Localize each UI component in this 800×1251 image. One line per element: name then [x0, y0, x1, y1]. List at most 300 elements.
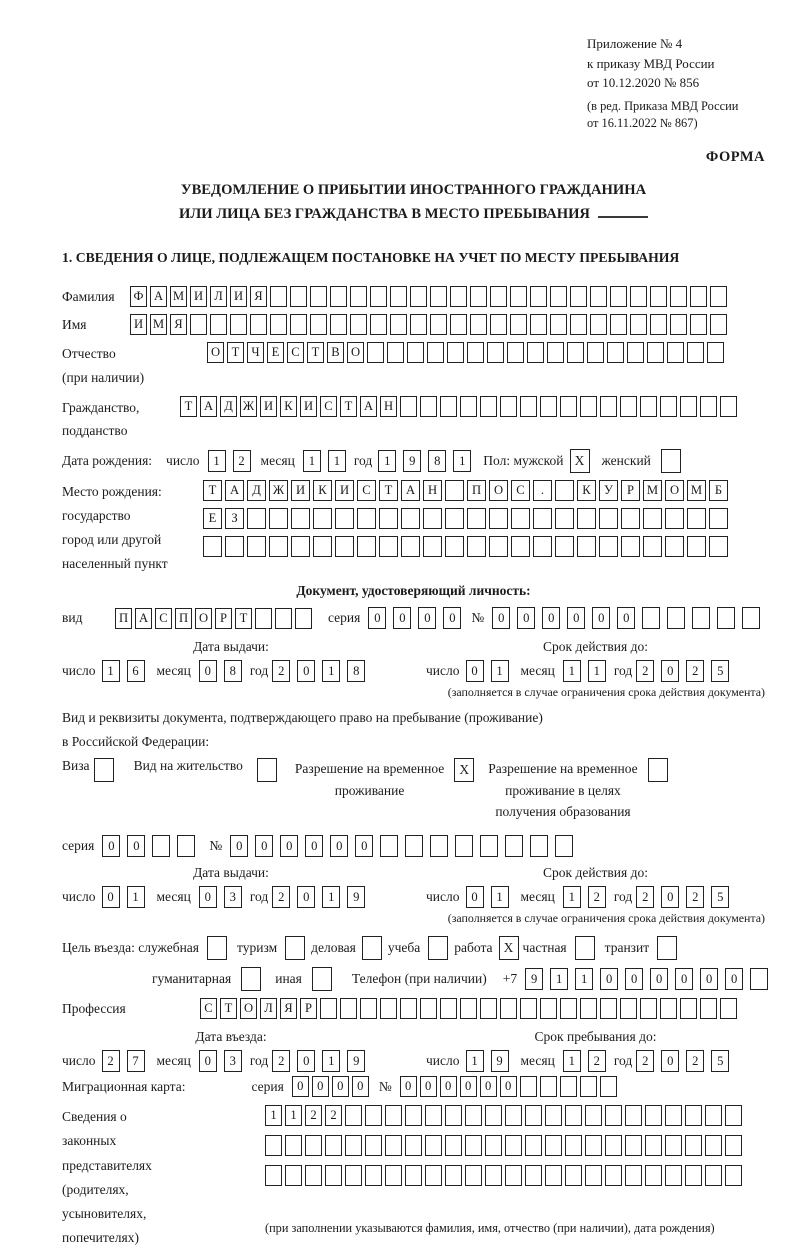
form-cell[interactable]: Ч — [247, 342, 264, 363]
form-cell[interactable]: С — [320, 396, 337, 417]
form-cell[interactable]: X — [570, 449, 590, 473]
id-series-cells[interactable] — [368, 607, 461, 629]
form-cell[interactable]: 0 — [280, 835, 298, 857]
form-cell[interactable] — [700, 396, 717, 417]
form-cell[interactable] — [385, 1105, 402, 1126]
form-cell[interactable] — [575, 936, 595, 960]
representatives-cells-3[interactable] — [265, 1165, 742, 1186]
form-cell[interactable]: О — [240, 998, 257, 1019]
form-cell[interactable]: 2 — [102, 1050, 120, 1072]
form-cell[interactable] — [480, 396, 497, 417]
form-cell[interactable]: 1 — [563, 660, 581, 682]
form-cell[interactable] — [690, 314, 707, 335]
id-valid-year-cells[interactable] — [636, 660, 729, 682]
form-cell[interactable]: 2 — [272, 1050, 290, 1072]
form-cell[interactable] — [610, 314, 627, 335]
form-cell[interactable] — [647, 342, 664, 363]
form-cell[interactable] — [345, 1105, 362, 1126]
form-cell[interactable]: С — [511, 480, 530, 501]
form-cell[interactable] — [665, 536, 684, 557]
given-name-cells[interactable] — [130, 314, 727, 335]
form-cell[interactable] — [269, 508, 288, 529]
form-cell[interactable] — [430, 835, 448, 857]
form-cell[interactable] — [660, 396, 677, 417]
form-cell[interactable]: Д — [220, 396, 237, 417]
form-cell[interactable] — [285, 1165, 302, 1186]
form-cell[interactable]: 1 — [303, 450, 321, 472]
form-cell[interactable] — [410, 314, 427, 335]
form-cell[interactable] — [707, 342, 724, 363]
form-cell[interactable]: 0 — [199, 660, 217, 682]
form-cell[interactable] — [467, 508, 486, 529]
form-cell[interactable]: 0 — [400, 1076, 417, 1097]
form-cell[interactable]: П — [115, 608, 132, 629]
form-cell[interactable]: 2 — [588, 1050, 606, 1072]
form-cell[interactable] — [560, 998, 577, 1019]
stay-day-cells[interactable] — [466, 1050, 509, 1072]
form-cell[interactable]: X — [499, 936, 519, 960]
form-cell[interactable] — [599, 508, 618, 529]
form-cell[interactable]: Т — [340, 396, 357, 417]
form-cell[interactable]: А — [200, 396, 217, 417]
form-cell[interactable]: 0 — [102, 835, 120, 857]
form-cell[interactable]: 0 — [297, 886, 315, 908]
form-cell[interactable]: Б — [709, 480, 728, 501]
form-cell[interactable] — [440, 396, 457, 417]
form-cell[interactable] — [330, 286, 347, 307]
form-cell[interactable]: 0 — [199, 886, 217, 908]
form-cell[interactable]: Р — [300, 998, 317, 1019]
form-cell[interactable]: 2 — [686, 660, 704, 682]
form-cell[interactable]: И — [335, 480, 354, 501]
form-cell[interactable]: 1 — [491, 660, 509, 682]
form-cell[interactable]: 0 — [661, 660, 679, 682]
form-cell[interactable] — [487, 342, 504, 363]
form-cell[interactable]: 8 — [224, 660, 242, 682]
form-cell[interactable] — [525, 1165, 542, 1186]
form-cell[interactable] — [490, 286, 507, 307]
form-cell[interactable] — [570, 314, 587, 335]
form-cell[interactable] — [511, 536, 530, 557]
form-cell[interactable]: 1 — [378, 450, 396, 472]
form-cell[interactable]: 0 — [418, 607, 436, 629]
form-cell[interactable] — [489, 508, 508, 529]
form-cell[interactable] — [390, 314, 407, 335]
entry-month-cells[interactable] — [199, 1050, 242, 1072]
stay-year-cells[interactable] — [636, 1050, 729, 1072]
form-cell[interactable]: 0 — [567, 607, 585, 629]
permit-valid-month-cells[interactable] — [563, 886, 606, 908]
form-cell[interactable]: 1 — [102, 660, 120, 682]
form-cell[interactable] — [645, 1165, 662, 1186]
sex-female-checkbox[interactable] — [661, 449, 681, 473]
form-cell[interactable]: Т — [203, 480, 222, 501]
form-cell[interactable]: 0 — [700, 968, 718, 990]
form-cell[interactable]: 1 — [491, 886, 509, 908]
form-cell[interactable] — [648, 758, 668, 782]
form-cell[interactable] — [630, 314, 647, 335]
form-cell[interactable]: 2 — [636, 886, 654, 908]
form-cell[interactable] — [580, 998, 597, 1019]
form-cell[interactable]: Я — [250, 286, 267, 307]
form-cell[interactable] — [565, 1105, 582, 1126]
form-cell[interactable] — [605, 1135, 622, 1156]
form-cell[interactable] — [405, 835, 423, 857]
form-cell[interactable]: 8 — [428, 450, 446, 472]
form-cell[interactable] — [407, 342, 424, 363]
form-cell[interactable]: 0 — [466, 660, 484, 682]
form-cell[interactable]: 1 — [285, 1105, 302, 1126]
form-cell[interactable]: С — [155, 608, 172, 629]
form-cell[interactable]: 0 — [650, 968, 668, 990]
form-cell[interactable] — [725, 1165, 742, 1186]
form-cell[interactable]: Т — [379, 480, 398, 501]
form-cell[interactable] — [685, 1165, 702, 1186]
form-cell[interactable] — [247, 508, 266, 529]
form-cell[interactable]: М — [687, 480, 706, 501]
form-cell[interactable]: 0 — [661, 1050, 679, 1072]
form-cell[interactable]: 0 — [297, 660, 315, 682]
form-cell[interactable]: М — [643, 480, 662, 501]
form-cell[interactable] — [367, 342, 384, 363]
form-cell[interactable]: 0 — [460, 1076, 477, 1097]
form-cell[interactable] — [405, 1105, 422, 1126]
form-cell[interactable]: 2 — [325, 1105, 342, 1126]
form-cell[interactable] — [625, 1165, 642, 1186]
form-cell[interactable]: А — [401, 480, 420, 501]
form-cell[interactable] — [687, 508, 706, 529]
form-cell[interactable] — [312, 967, 332, 991]
form-cell[interactable] — [460, 998, 477, 1019]
form-cell[interactable] — [313, 536, 332, 557]
form-cell[interactable] — [247, 536, 266, 557]
form-cell[interactable] — [555, 480, 574, 501]
form-cell[interactable] — [410, 286, 427, 307]
form-cell[interactable] — [450, 286, 467, 307]
form-cell[interactable]: 0 — [542, 607, 560, 629]
form-cell[interactable]: Т — [307, 342, 324, 363]
form-cell[interactable] — [241, 967, 261, 991]
form-cell[interactable] — [585, 1165, 602, 1186]
form-cell[interactable] — [680, 998, 697, 1019]
form-cell[interactable]: 0 — [600, 968, 618, 990]
form-cell[interactable]: 1 — [322, 1050, 340, 1072]
form-cell[interactable] — [380, 835, 398, 857]
form-cell[interactable]: Д — [247, 480, 266, 501]
form-cell[interactable] — [320, 998, 337, 1019]
form-cell[interactable] — [94, 758, 114, 782]
form-cell[interactable]: 0 — [492, 607, 510, 629]
form-cell[interactable]: О — [195, 608, 212, 629]
form-cell[interactable] — [565, 1165, 582, 1186]
form-cell[interactable]: 1 — [322, 660, 340, 682]
stay-month-cells[interactable] — [563, 1050, 606, 1072]
form-cell[interactable] — [255, 608, 272, 629]
form-cell[interactable] — [485, 1105, 502, 1126]
birth-place-cells-3[interactable] — [203, 536, 728, 557]
form-cell[interactable] — [533, 536, 552, 557]
form-cell[interactable]: О — [665, 480, 684, 501]
form-cell[interactable]: 0 — [292, 1076, 309, 1097]
form-cell[interactable] — [340, 998, 357, 1019]
form-cell[interactable]: 0 — [592, 607, 610, 629]
form-cell[interactable]: 0 — [675, 968, 693, 990]
form-cell[interactable] — [685, 1135, 702, 1156]
form-cell[interactable] — [627, 342, 644, 363]
residence-permit-checkbox[interactable] — [257, 758, 277, 782]
form-cell[interactable] — [190, 314, 207, 335]
form-cell[interactable]: О — [489, 480, 508, 501]
form-cell[interactable]: 0 — [368, 607, 386, 629]
form-cell[interactable] — [511, 508, 530, 529]
form-cell[interactable] — [360, 998, 377, 1019]
form-cell[interactable]: Н — [380, 396, 397, 417]
form-cell[interactable] — [455, 835, 473, 857]
form-cell[interactable]: 0 — [661, 886, 679, 908]
form-cell[interactable] — [365, 1135, 382, 1156]
form-cell[interactable] — [533, 508, 552, 529]
form-cell[interactable]: М — [170, 286, 187, 307]
form-cell[interactable] — [621, 536, 640, 557]
form-cell[interactable]: 0 — [312, 1076, 329, 1097]
form-cell[interactable]: И — [260, 396, 277, 417]
form-cell[interactable]: П — [467, 480, 486, 501]
form-cell[interactable]: Р — [621, 480, 640, 501]
form-cell[interactable]: К — [577, 480, 596, 501]
form-cell[interactable] — [577, 508, 596, 529]
form-cell[interactable]: 0 — [255, 835, 273, 857]
form-cell[interactable] — [290, 314, 307, 335]
form-cell[interactable]: 2 — [588, 886, 606, 908]
form-cell[interactable] — [585, 1105, 602, 1126]
form-cell[interactable]: 1 — [588, 660, 606, 682]
form-cell[interactable] — [313, 508, 332, 529]
form-cell[interactable]: 0 — [725, 968, 743, 990]
form-cell[interactable] — [445, 1135, 462, 1156]
form-cell[interactable] — [370, 286, 387, 307]
form-cell[interactable] — [550, 286, 567, 307]
form-cell[interactable] — [505, 835, 523, 857]
form-cell[interactable] — [285, 1135, 302, 1156]
form-cell[interactable]: Ж — [269, 480, 288, 501]
birth-day-cells[interactable] — [208, 450, 251, 472]
form-cell[interactable]: 2 — [686, 1050, 704, 1072]
form-cell[interactable] — [400, 396, 417, 417]
entry-day-cells[interactable] — [102, 1050, 145, 1072]
form-cell[interactable] — [680, 396, 697, 417]
form-cell[interactable] — [670, 314, 687, 335]
form-cell[interactable] — [667, 607, 685, 629]
form-cell[interactable] — [650, 314, 667, 335]
form-cell[interactable]: 9 — [347, 886, 365, 908]
form-cell[interactable] — [295, 608, 312, 629]
form-cell[interactable] — [600, 998, 617, 1019]
form-cell[interactable] — [430, 286, 447, 307]
form-cell[interactable] — [580, 1076, 597, 1097]
form-cell[interactable]: З — [225, 508, 244, 529]
form-cell[interactable] — [465, 1165, 482, 1186]
form-cell[interactable] — [230, 314, 247, 335]
form-cell[interactable] — [485, 1135, 502, 1156]
form-cell[interactable]: 1 — [127, 886, 145, 908]
form-cell[interactable] — [555, 835, 573, 857]
form-cell[interactable] — [600, 1076, 617, 1097]
citizenship-cells[interactable] — [180, 396, 737, 417]
form-cell[interactable]: К — [313, 480, 332, 501]
form-cell[interactable] — [362, 936, 382, 960]
form-cell[interactable]: 1 — [265, 1105, 282, 1126]
id-valid-day-cells[interactable] — [466, 660, 509, 682]
form-cell[interactable]: . — [533, 480, 552, 501]
profession-cells[interactable] — [200, 998, 737, 1019]
form-cell[interactable]: 1 — [322, 886, 340, 908]
form-cell[interactable] — [445, 536, 464, 557]
form-cell[interactable] — [425, 1105, 442, 1126]
form-cell[interactable] — [325, 1165, 342, 1186]
form-cell[interactable]: 7 — [127, 1050, 145, 1072]
form-cell[interactable] — [290, 286, 307, 307]
form-cell[interactable]: 1 — [575, 968, 593, 990]
form-cell[interactable] — [335, 536, 354, 557]
form-cell[interactable]: 0 — [305, 835, 323, 857]
form-cell[interactable]: П — [175, 608, 192, 629]
form-cell[interactable] — [540, 998, 557, 1019]
purpose-other-checkbox[interactable] — [312, 967, 332, 991]
sex-male-checkbox[interactable] — [570, 449, 590, 473]
form-cell[interactable] — [692, 607, 710, 629]
birth-place-cells-2[interactable] — [203, 508, 728, 529]
form-cell[interactable]: 5 — [711, 660, 729, 682]
form-cell[interactable] — [705, 1165, 722, 1186]
permit-valid-day-cells[interactable] — [466, 886, 509, 908]
purpose-tourism-checkbox[interactable] — [285, 936, 305, 960]
form-cell[interactable] — [725, 1135, 742, 1156]
form-cell[interactable] — [530, 314, 547, 335]
form-cell[interactable]: У — [599, 480, 618, 501]
form-cell[interactable] — [600, 396, 617, 417]
form-cell[interactable]: 2 — [636, 1050, 654, 1072]
form-cell[interactable] — [485, 1165, 502, 1186]
permit-number-cells[interactable] — [230, 835, 573, 857]
form-cell[interactable] — [540, 396, 557, 417]
purpose-study-checkbox[interactable] — [428, 936, 448, 960]
visa-checkbox[interactable] — [94, 758, 114, 782]
permit-issue-year-cells[interactable] — [272, 886, 365, 908]
form-cell[interactable] — [661, 449, 681, 473]
form-cell[interactable] — [520, 1076, 537, 1097]
form-cell[interactable] — [520, 998, 537, 1019]
form-cell[interactable] — [640, 998, 657, 1019]
form-cell[interactable]: 0 — [420, 1076, 437, 1097]
form-cell[interactable] — [203, 536, 222, 557]
form-cell[interactable]: А — [360, 396, 377, 417]
form-cell[interactable]: 9 — [491, 1050, 509, 1072]
form-cell[interactable] — [257, 758, 277, 782]
representatives-cells-1[interactable] — [265, 1105, 742, 1126]
form-cell[interactable] — [545, 1135, 562, 1156]
form-cell[interactable] — [379, 508, 398, 529]
form-cell[interactable]: X — [454, 758, 474, 782]
temp-residence-edu-checkbox[interactable] — [648, 758, 668, 782]
form-cell[interactable] — [467, 536, 486, 557]
form-cell[interactable]: И — [130, 314, 147, 335]
purpose-transit-checkbox[interactable] — [657, 936, 677, 960]
form-cell[interactable] — [545, 1105, 562, 1126]
form-cell[interactable] — [460, 396, 477, 417]
form-cell[interactable] — [445, 1105, 462, 1126]
form-cell[interactable] — [428, 936, 448, 960]
form-cell[interactable] — [305, 1165, 322, 1186]
form-cell[interactable] — [710, 314, 727, 335]
form-cell[interactable] — [570, 286, 587, 307]
form-cell[interactable] — [510, 286, 527, 307]
form-cell[interactable] — [645, 1135, 662, 1156]
form-cell[interactable]: Т — [180, 396, 197, 417]
form-cell[interactable] — [590, 314, 607, 335]
form-cell[interactable]: 0 — [127, 835, 145, 857]
form-cell[interactable] — [379, 536, 398, 557]
form-cell[interactable] — [423, 536, 442, 557]
form-cell[interactable] — [310, 314, 327, 335]
form-cell[interactable]: 0 — [297, 1050, 315, 1072]
form-cell[interactable]: 2 — [272, 660, 290, 682]
form-cell[interactable] — [685, 1105, 702, 1126]
form-cell[interactable] — [275, 608, 292, 629]
form-cell[interactable] — [385, 1165, 402, 1186]
form-cell[interactable] — [447, 342, 464, 363]
form-cell[interactable]: С — [357, 480, 376, 501]
form-cell[interactable] — [423, 508, 442, 529]
form-cell[interactable] — [665, 508, 684, 529]
form-cell[interactable] — [709, 508, 728, 529]
form-cell[interactable] — [625, 1135, 642, 1156]
form-cell[interactable]: Т — [227, 342, 244, 363]
form-cell[interactable]: Т — [220, 998, 237, 1019]
form-cell[interactable] — [642, 607, 660, 629]
form-cell[interactable] — [265, 1165, 282, 1186]
form-cell[interactable] — [345, 1135, 362, 1156]
form-cell[interactable]: 0 — [230, 835, 248, 857]
form-cell[interactable] — [527, 342, 544, 363]
form-cell[interactable] — [370, 314, 387, 335]
form-cell[interactable] — [430, 314, 447, 335]
form-cell[interactable] — [567, 342, 584, 363]
form-cell[interactable]: 0 — [466, 886, 484, 908]
form-cell[interactable]: Ф — [130, 286, 147, 307]
form-cell[interactable] — [445, 508, 464, 529]
form-cell[interactable] — [365, 1165, 382, 1186]
form-cell[interactable] — [401, 536, 420, 557]
form-cell[interactable] — [310, 286, 327, 307]
form-cell[interactable]: 9 — [525, 968, 543, 990]
phone-cells[interactable] — [525, 968, 768, 990]
form-cell[interactable] — [540, 1076, 557, 1097]
form-cell[interactable] — [345, 1165, 362, 1186]
form-cell[interactable] — [599, 536, 618, 557]
form-cell[interactable] — [665, 1135, 682, 1156]
form-cell[interactable] — [640, 396, 657, 417]
form-cell[interactable]: 0 — [102, 886, 120, 908]
form-cell[interactable] — [630, 286, 647, 307]
form-cell[interactable] — [500, 998, 517, 1019]
form-cell[interactable] — [645, 1105, 662, 1126]
form-cell[interactable]: 1 — [328, 450, 346, 472]
form-cell[interactable]: И — [291, 480, 310, 501]
form-cell[interactable]: И — [190, 286, 207, 307]
form-cell[interactable] — [335, 508, 354, 529]
form-cell[interactable] — [465, 1105, 482, 1126]
form-cell[interactable] — [265, 1135, 282, 1156]
